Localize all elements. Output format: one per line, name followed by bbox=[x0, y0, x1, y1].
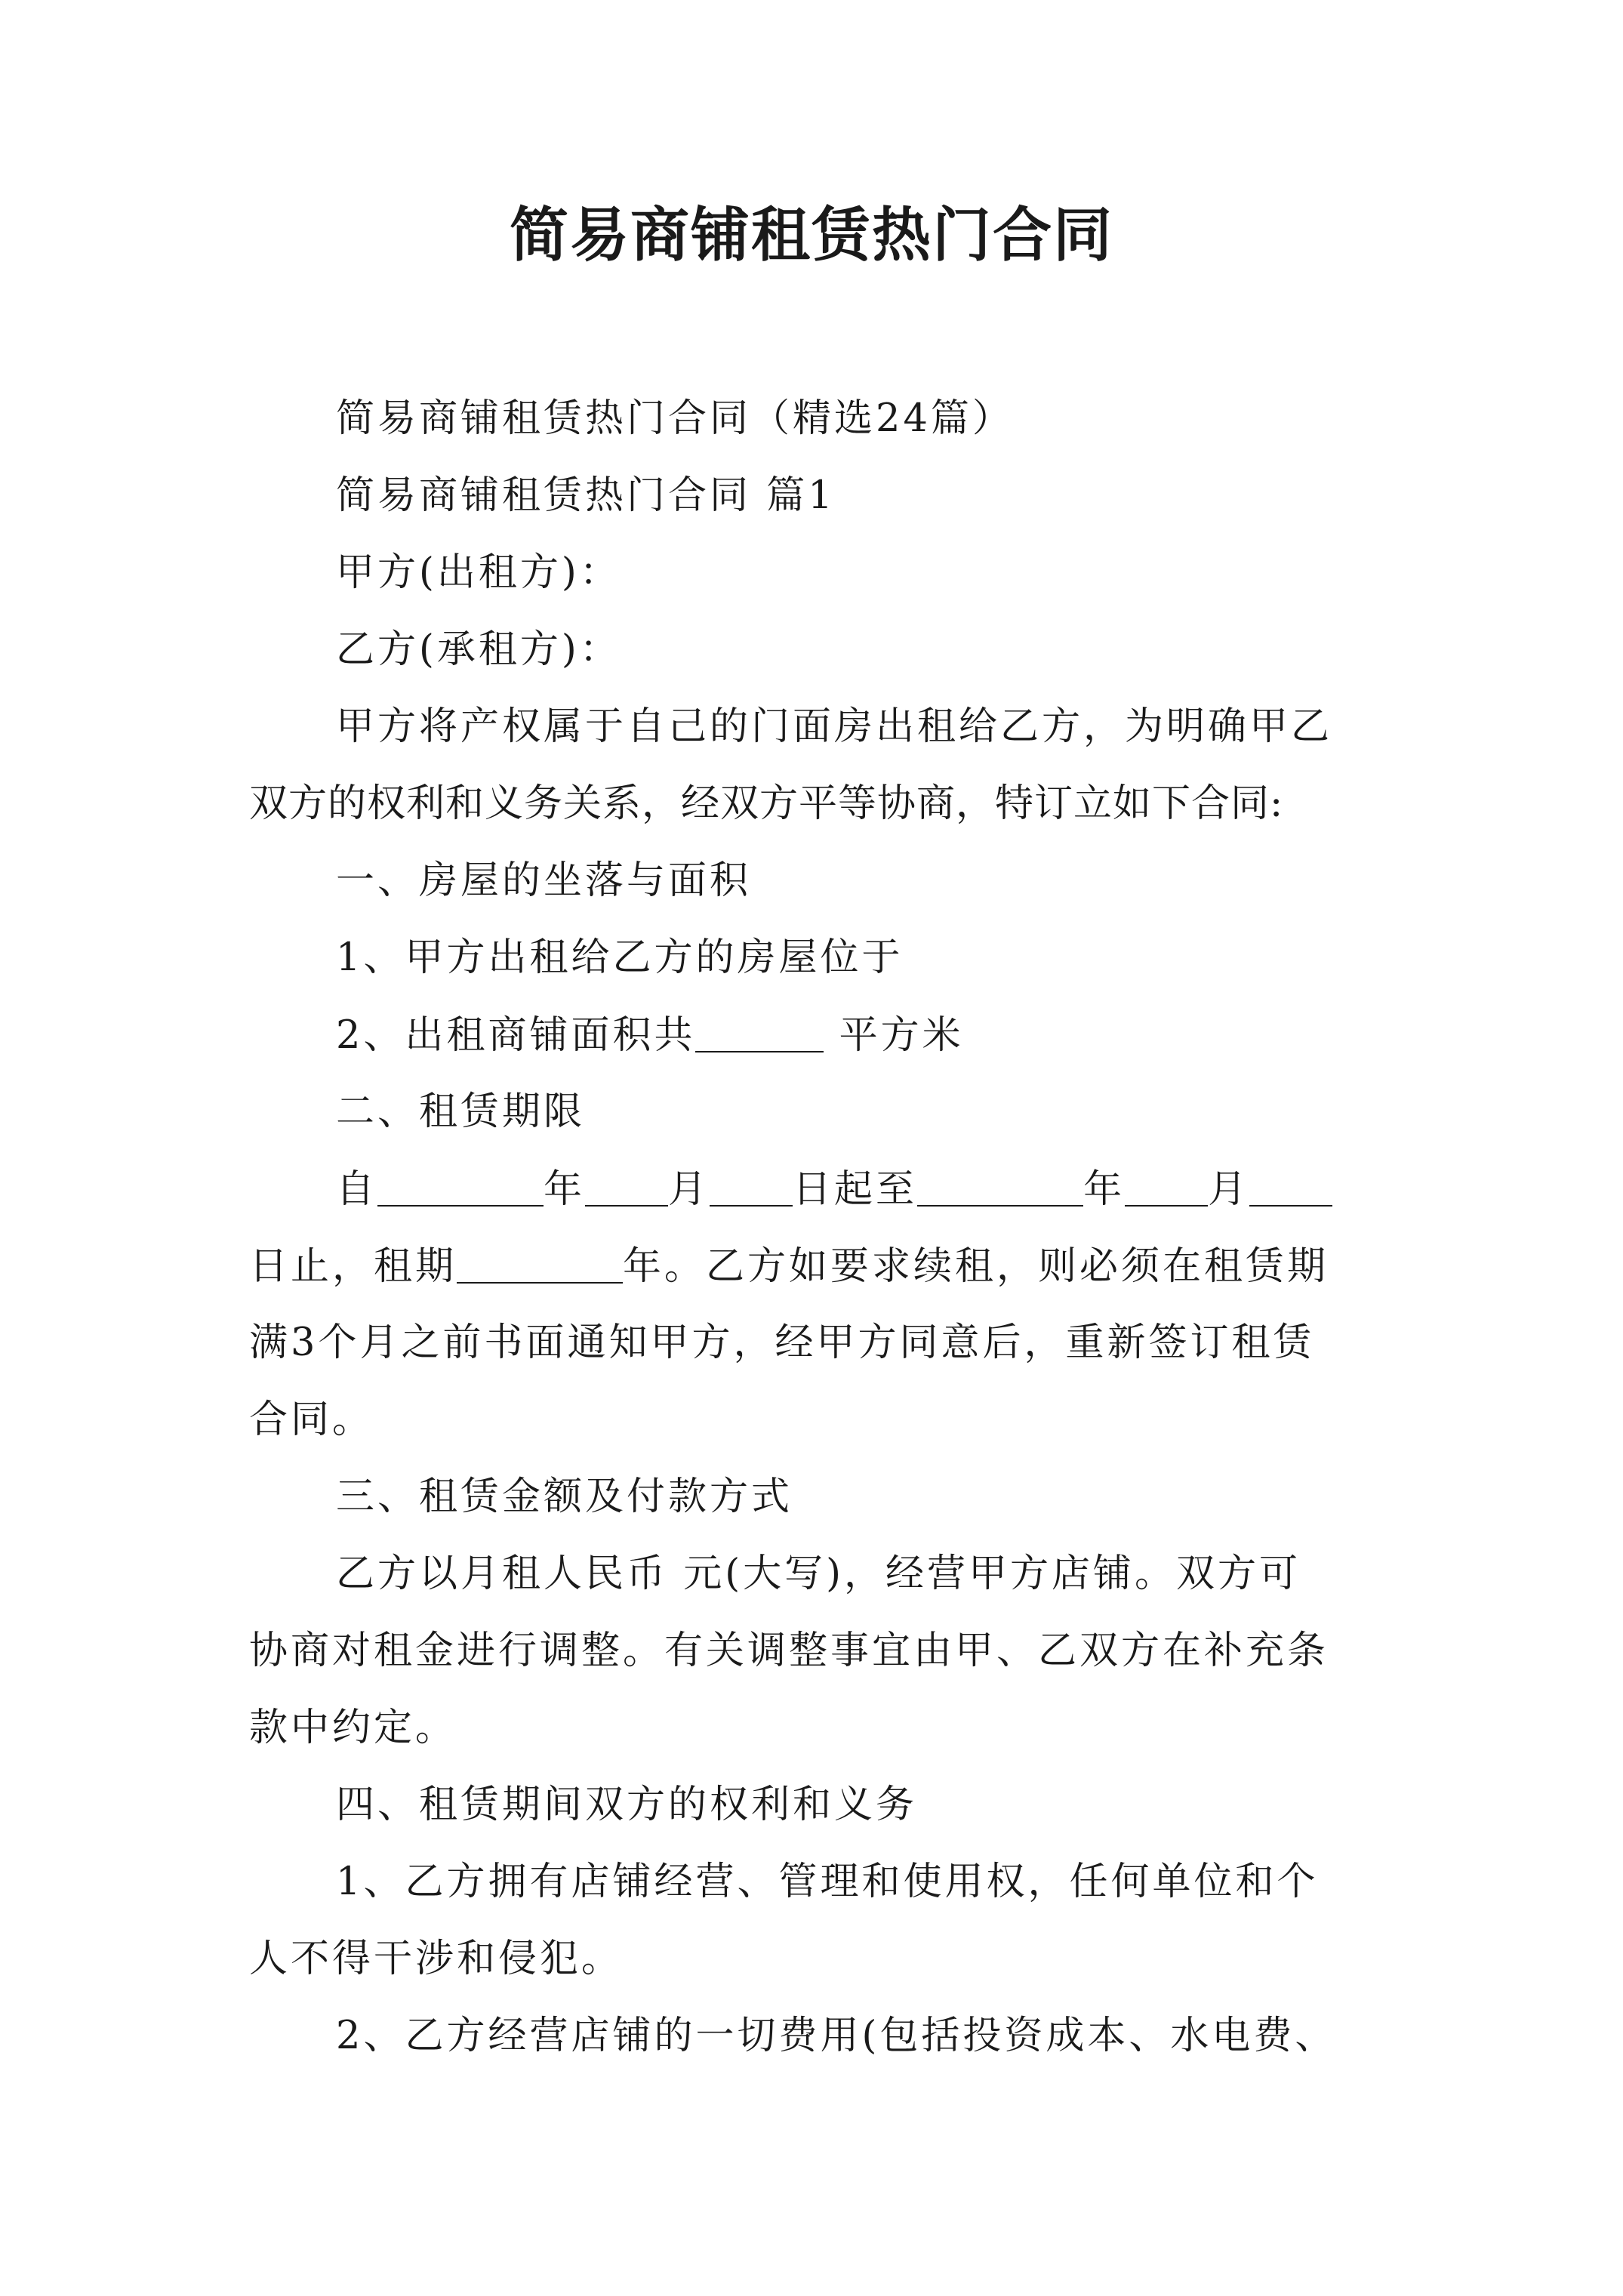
lease-end-label: 日止，租期 bbox=[249, 1244, 457, 1289]
end-year-blank bbox=[917, 1163, 1083, 1207]
lease-term-line: 合同。 bbox=[249, 1398, 374, 1442]
term-years-blank bbox=[457, 1240, 623, 1284]
start-month-blank bbox=[585, 1163, 668, 1207]
clause-heading-3: 三、租赁金额及付款方式 bbox=[336, 1475, 793, 1519]
month-label: 月 bbox=[668, 1167, 710, 1212]
start-day-blank bbox=[710, 1163, 793, 1207]
lease-from-label: 自 bbox=[336, 1167, 378, 1212]
clause-1-item-2-text: 2、出租商铺面积共 bbox=[336, 1013, 696, 1058]
party-a-label: 甲方(出租方)： bbox=[336, 550, 621, 595]
lease-term-line bbox=[336, 1163, 1332, 1216]
clause-1-item-1: 1、甲方出租给乙方的房屋位于 bbox=[336, 935, 904, 980]
clause-4-item-2: 2、乙方经营店铺的一切费用(包括投资成本、水电费、 bbox=[336, 2014, 1337, 2058]
lease-term-line bbox=[249, 1240, 1329, 1293]
clause-4-item-1: 1、乙方拥有店铺经营、管理和使用权，任何单位和个 bbox=[336, 1860, 1319, 1904]
month-label: 月 bbox=[1208, 1167, 1250, 1212]
year-label: 年 bbox=[544, 1167, 586, 1212]
renewal-text: 年。乙方如要求续租，则必须在租赁期 bbox=[623, 1244, 1329, 1289]
lease-term-line: 满3个月之前书面通知甲方，经甲方同意后，重新签订租赁 bbox=[249, 1321, 1315, 1365]
clause-4-item-1: 人不得干涉和侵犯。 bbox=[249, 1937, 624, 1981]
area-blank bbox=[695, 1009, 824, 1052]
clause-heading-4: 四、租赁期间双方的权利和义务 bbox=[336, 1783, 918, 1827]
year-label: 年 bbox=[1083, 1167, 1126, 1212]
party-b-label: 乙方(承租方)： bbox=[336, 627, 621, 672]
section-heading: 简易商铺租赁热门合同 篇1 bbox=[336, 473, 836, 518]
clause-1-item-2 bbox=[336, 1009, 964, 1062]
document-title: 简易商铺租赁热门合同 bbox=[509, 202, 1113, 270]
document-subtitle: 简易商铺租赁热门合同（精选24篇） bbox=[336, 396, 1014, 441]
rent-paragraph-line: 乙方以月租人民币 元(大写)，经营甲方店铺。双方可 bbox=[336, 1552, 1301, 1596]
clause-heading-2: 二、租赁期限 bbox=[336, 1089, 586, 1134]
day-from-label: 日起至 bbox=[793, 1167, 918, 1212]
intro-paragraph-line: 双方的权利和义务关系，经双方平等协商，特订立如下合同: bbox=[249, 781, 1284, 826]
end-month-blank bbox=[1125, 1163, 1208, 1207]
intro-paragraph-line: 甲方将产权属于自己的门面房出租给乙方，为明确甲乙 bbox=[336, 704, 1333, 749]
rent-paragraph-line: 款中约定。 bbox=[249, 1706, 457, 1750]
start-year-blank bbox=[377, 1163, 544, 1207]
end-day-blank bbox=[1249, 1163, 1332, 1207]
rent-paragraph-line: 协商对租金进行调整。有关调整事宜由甲、乙双方在补充条 bbox=[249, 1629, 1329, 1673]
clause-heading-1: 一、房屋的坐落与面积 bbox=[336, 858, 752, 903]
clause-1-item-2-unit: 平方米 bbox=[824, 1013, 964, 1058]
